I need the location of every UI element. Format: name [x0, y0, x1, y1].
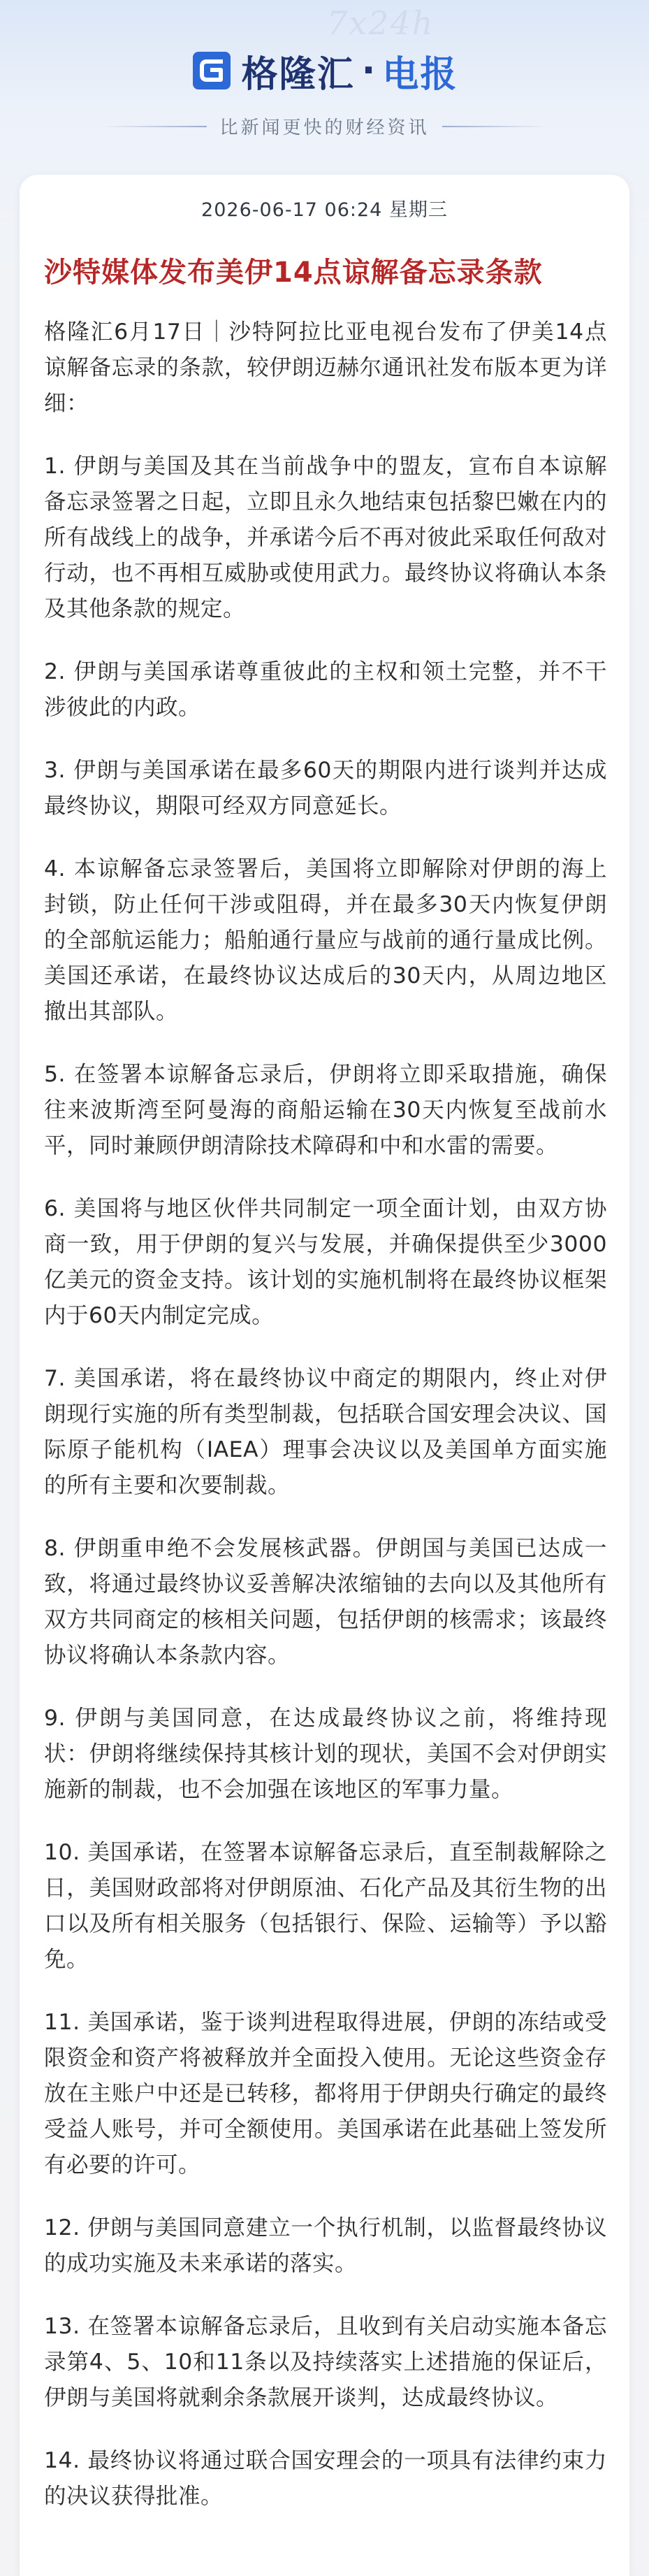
article-clause-6: 6. 美国将与地区伙伴共同制定一项全面计划，由双方协商一致，用于伊朗的复兴与发展，并确保提供至少3000亿美元的资金支持。该计划的实施机制将在最终协议框架内于60天内制定完成。: [44, 1196, 607, 1328]
article-clause-2: 2. 伊朗与美国承诺尊重彼此的主权和领土完整，并不干涉彼此的内政。: [44, 659, 607, 720]
article-clause-3: 3. 伊朗与美国承诺在最多60天的期限内进行谈判并达成最终协议，期限可经双方同意延长。: [44, 758, 607, 819]
tagline: 比新闻更快的财经资讯: [219, 117, 430, 138]
watermark: 7x24h: [327, 4, 435, 42]
brand: [0, 46, 649, 95]
article-clause-4: 4. 本谅解备忘录签署后，美国将立即解除对伊朗的海上封锁，防止任何干涉或阻碍，并在最多30天内恢复伊朗的全部航运能力；船舶通行量应与战前的通行量成比例。美国还承诺，在最终协议达成后的30天内，从周边地区撤出其部队。: [44, 856, 607, 1024]
article-clause-7: 7. 美国承诺，将在最终协议中商定的期限内，终止对伊朗现行实施的所有类型制裁，包括联合国安理会决议、国际原子能机构（IAEA）理事会决议以及美国单方面实施的所有主要和次要制裁。: [44, 1366, 607, 1498]
tagline-divider-left: [102, 126, 207, 127]
article-clause-12: 12. 伊朗与美国同意建立一个执行机制，以监督最终协议的成功实施及未来承诺的落实。: [44, 2215, 607, 2276]
article-clause-11: 11. 美国承诺，鉴于谈判进程取得进展，伊朗的冻结或受限资金和资产将被释放并全面投入使用。无论这些资金存放在主账户中还是已转移，都将用于伊朗央行确定的最终受益人账号，并可全额使用。美国承诺在此基础上签发所有必要的许可。: [44, 2010, 607, 2178]
article-clause-14: 14. 最终协议将通过联合国安理会的一项具有法律约束力的决议获得批准。: [44, 2448, 607, 2509]
article-title: 沙特媒体发布美伊14点谅解备忘录条款: [44, 257, 543, 289]
tagline-row: [0, 113, 649, 139]
header: [0, 0, 649, 161]
article-body: [44, 315, 607, 2542]
article-card: [20, 175, 629, 2576]
glh-logo-icon: [191, 50, 232, 91]
article-clause-8: 8. 伊朗重申绝不会发展核武器。伊朗国与美国已达成一致，将通过最终协议妥善解决浓缩铀的去向以及其他所有双方共同商定的核相关问题，包括伊朗的核需求；该最终协议将确认本条款内容。: [44, 1536, 607, 1668]
tagline-divider-right: [442, 126, 547, 127]
brand-name: 格隆汇: [241, 53, 355, 96]
article-intro: 格隆汇6月17日｜沙特阿拉比亚电视台发布了伊美14点谅解备忘录的条款，较伊朗迈赫尔通讯社发布版本更为详细：: [44, 319, 607, 416]
article-date: 2026-06-17 06:24 星期三: [201, 199, 448, 221]
brand-separator: ·: [361, 50, 376, 92]
article-clause-10: 10. 美国承诺，在签署本谅解备忘录后，直至制裁解除之日，美国财政部将对伊朗原油、石化产品及其衍生物的出口以及所有相关服务（包括银行、保险、运输等）予以豁免。: [44, 1840, 607, 1972]
article-clause-1: 1. 伊朗与美国及其在当前战争中的盟友，宣布自本谅解备忘录签署之日起，立即且永久地结束包括黎巴嫩在内的所有战线上的战争，并承诺今后不再对彼此采取任何敌对行动，也不再相互威胁或使用武力。最终协议将确认本条及其他条款的规定。: [44, 454, 607, 621]
brand-suffix: 电报: [382, 53, 458, 96]
article-clause-13: 13. 在签署本谅解备忘录后，且收到有关启动实施本备忘录第4、5、10和11条以及持续落实上述措施的保证后，伊朗与美国将就剩余条款展开谈判，达成最终协议。: [44, 2314, 607, 2410]
article-clause-5: 5. 在签署本谅解备忘录后，伊朗将立即采取措施，确保往来波斯湾至阿曼海的商船运输在30天内恢复至战前水平，同时兼顾伊朗清除技术障碍和中和水雷的需要。: [44, 1062, 607, 1158]
article-clause-9: 9. 伊朗与美国同意，在达成最终协议之前，将维持现状：伊朗将继续保持其核计划的现状，美国不会对伊朗实施新的制裁，也不会加强在该地区的军事力量。: [44, 1706, 607, 1802]
